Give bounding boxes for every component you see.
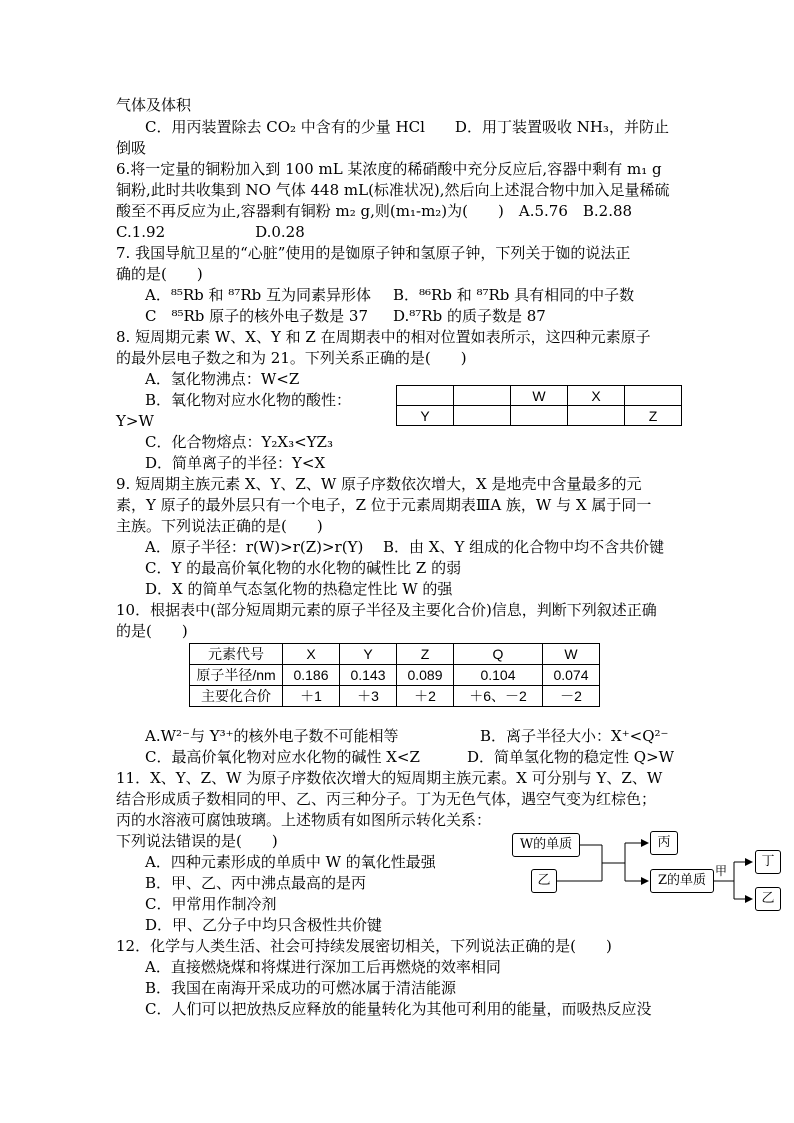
table-cell: 原子半径/nm — [190, 665, 283, 686]
z-single-box: Z的单质 — [650, 869, 714, 893]
table-cell: 0.143 — [340, 665, 397, 686]
table-cell: Z — [625, 406, 682, 426]
option-d: D．简单氢化物的稳定性 Q>W — [467, 748, 675, 766]
table-cell — [625, 386, 682, 406]
option-a: A．⁸⁵Rb 和 ⁸⁷Rb 互为同素异形体 — [145, 286, 371, 304]
text-line: 酸至不再反应为止,容器剩有铜粉 m₂ g,则(m₁-m₂)为( ) A.5.76 B.2.88 — [116, 202, 633, 220]
table-cell: W — [511, 386, 568, 406]
table-cell — [454, 386, 511, 406]
text-line: 结合形成质子数相同的甲、乙、丙三种分子。丁为无色气体，遇空气变为红棕色； — [116, 790, 657, 808]
option-b: B．由 X、Y 组成的化合物中均不含共价键 — [383, 538, 665, 556]
option-c: C ⁸⁵Rb 原子的核外电子数是 37 — [145, 307, 369, 325]
option-line — [145, 726, 715, 747]
table-row — [190, 665, 600, 686]
question-10: 10．根据表中(部分短周期元素的原子半径及主要化合价)信息，判断下列叙述正确 — [116, 601, 657, 619]
ding-box: 丁 — [755, 850, 781, 874]
option-b: B．离子半径大小：X⁺<Q²⁻ — [480, 727, 669, 745]
element-data-table — [189, 643, 600, 707]
table-cell: X — [568, 386, 625, 406]
option-c: C．最高价氧化物对应水化物的碱性 X<Z — [145, 748, 420, 766]
table-row — [397, 406, 682, 426]
table-cell: 0.089 — [397, 665, 454, 686]
table-cell: 主要化合价 — [190, 686, 283, 707]
question-12: 12．化学与人类生活、社会可持续发展密切相关，下列说法正确的是( ) — [116, 937, 612, 955]
text-line: 气体及体积 — [116, 96, 192, 114]
table-cell: 0.074 — [543, 665, 600, 686]
option-line — [145, 306, 715, 327]
table-cell: ＋2 — [397, 686, 454, 707]
text-line: 的最外层电子数之和为 21。下列关系正确的是( ) — [116, 349, 467, 367]
table-cell: ＋6、－2 — [454, 686, 543, 707]
text-line: 的是( ) — [116, 622, 188, 640]
yi-input-box: 乙 — [531, 869, 557, 893]
w-single-box: W的单质 — [512, 833, 580, 857]
text-line: C.1.92 D.0.28 — [116, 223, 305, 241]
yi-output-box: 乙 — [755, 887, 781, 911]
jia-label: 甲 — [715, 864, 728, 878]
table-cell: 0.186 — [283, 665, 340, 686]
text-line: Y>W — [116, 412, 154, 430]
option-c: C．Y 的最高价氧化物的水化物的碱性比 Z 的弱 — [145, 559, 462, 577]
table-header: X — [283, 644, 340, 665]
text-line: 素，Y 原子的最外层只有一个电子，Z 位于元素周期表ⅢA 族，W 与 X 属于同一 — [116, 496, 652, 514]
table-row — [397, 386, 682, 406]
option-a: A．原子半径：r(W)>r(Z)>r(Y) — [145, 538, 364, 556]
option-c: C．人们可以把放热反应释放的能量转化为其他可利用的能量，而吸热反应没 — [145, 1000, 652, 1018]
option-c: C．甲常用作制冷剂 — [145, 895, 277, 913]
table-cell: 0.104 — [454, 665, 543, 686]
table-header: Y — [340, 644, 397, 665]
text-line: C．用丙装置除去 CO₂ 中含有的少量 HCl D．用丁装置吸收 NH₃，并防止 — [145, 118, 669, 136]
question-8: 8. 短周期元素 W、X、Y 和 Z 在周期表中的相对位置如表所示，这四种元素原子 — [116, 328, 651, 346]
question-7: 7. 我国导航卫星的“心脏”使用的是铷原子钟和氢原子钟，下列关于铷的说法正 — [116, 244, 631, 262]
option-line — [145, 285, 715, 306]
question-11: 11．X、Y、Z、W 为原子序数依次增大的短周期主族元素。X 可分别与 Y、Z、W — [116, 769, 663, 787]
option-line — [145, 747, 715, 768]
option-line — [145, 537, 715, 558]
option-b: B．我国在南海开采成功的可燃冰属于清洁能源 — [145, 979, 457, 997]
option-a: A．四种元素形成的单质中 W 的氧化性最强 — [145, 853, 436, 871]
option-b: B．甲、乙、丙中沸点最高的是丙 — [145, 874, 367, 892]
table-cell — [511, 406, 568, 426]
option-a: A．直接燃烧煤和将煤进行深加工后再燃烧的效率相同 — [145, 958, 501, 976]
table-cell: Y — [397, 406, 454, 426]
table-cell — [397, 386, 454, 406]
bing-box: 丙 — [650, 831, 678, 855]
option-b: B．氧化物对应水化物的酸性： — [145, 391, 352, 409]
table-row — [190, 644, 600, 665]
text-line: 主族。下列说法正确的是( ) — [116, 517, 323, 535]
table-header: Z — [397, 644, 454, 665]
text-line: 倒吸 — [116, 139, 147, 157]
text-line: 下列说法错误的是( ) — [116, 832, 278, 850]
question-9: 9. 短周期主族元素 X、Y、Z、W 原子序数依次增大，X 是地壳中含量最多的元 — [116, 475, 642, 493]
option-d: D．甲、乙分子中均只含极性共价键 — [145, 916, 383, 934]
table-cell — [568, 406, 625, 426]
text-line: 丙的水溶液可腐蚀玻璃。上述物质有如图所示转化关系： — [116, 811, 492, 829]
option-d: D．X 的简单气态氢化物的热稳定性比 W 的强 — [145, 580, 453, 598]
table-header: 元素代号 — [190, 644, 283, 665]
table-header: Q — [454, 644, 543, 665]
option-d: D.⁸⁷Rb 的质子数是 87 — [393, 307, 546, 325]
option-a: A.W²⁻与 Y³⁺的核外电子数不可能相等 — [145, 727, 399, 745]
text-line: 铜粉,此时共收集到 NO 气体 448 mL(标准状况),然后向上述混合物中加入足量稀硫 — [116, 181, 670, 199]
periodic-position-table — [396, 385, 682, 426]
option-b: B．⁸⁶Rb 和 ⁸⁷Rb 具有相同的中子数 — [393, 286, 635, 304]
table-cell: ＋3 — [340, 686, 397, 707]
table-row — [190, 686, 600, 707]
table-cell: ＋1 — [283, 686, 340, 707]
table-header: W — [543, 644, 600, 665]
option-a: A．氢化物沸点：W<Z — [145, 370, 300, 388]
table-cell: －2 — [543, 686, 600, 707]
option-d: D．简单离子的半径：Y<X — [145, 454, 326, 472]
question-6: 6.将一定量的铜粉加入到 100 mL 某浓度的稀硝酸中充分反应后,容器中剩有 m₁ g — [116, 160, 662, 178]
option-c: C．化合物熔点：Y₂X₃<YZ₃ — [145, 433, 333, 451]
text-line: 确的是( ) — [116, 265, 203, 283]
table-cell — [454, 406, 511, 426]
